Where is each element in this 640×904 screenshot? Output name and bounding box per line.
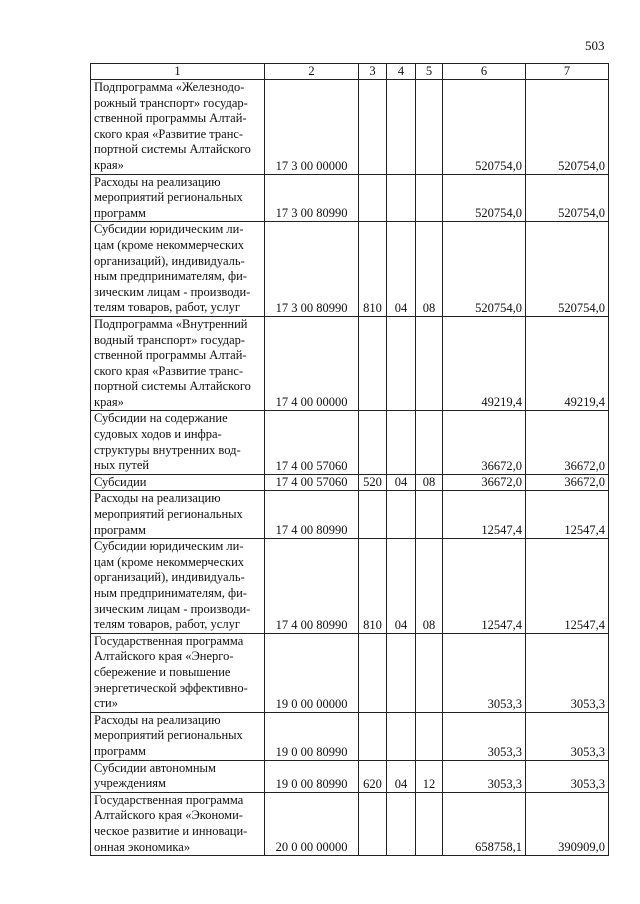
row-name: Субсидии на содержание судовых ходов и инфра- структуры внутренних вод- ных путей (91, 411, 265, 474)
row-section (387, 411, 416, 474)
row-section (387, 633, 416, 712)
row-expense-type: 520 (359, 474, 387, 491)
row-value-col7: 12547,4 (526, 491, 609, 539)
table-row (91, 760, 609, 792)
row-value-col6: 520754,0 (443, 174, 526, 222)
row-expense-type (359, 633, 387, 712)
row-subsection: 08 (416, 539, 443, 634)
row-section (387, 792, 416, 855)
row-subsection (416, 316, 443, 411)
row-name: Субсидии автономным учреждениям (91, 760, 265, 792)
row-expense-type (359, 792, 387, 855)
row-expense-type (359, 174, 387, 222)
row-expense-type (359, 712, 387, 760)
row-value-col7: 36672,0 (526, 474, 609, 491)
row-value-col6: 36672,0 (443, 474, 526, 491)
row-code: 17 3 00 80990 (265, 222, 359, 317)
row-value-col6: 36672,0 (443, 411, 526, 474)
row-name: Подпрограмма «Внутренний водный транспорт» государ- ственной программы Алтай- ского края «Развитие транс- портной системы Алтайского края» (91, 316, 265, 411)
header-row (91, 64, 609, 80)
table-row (91, 316, 609, 411)
row-value-col6: 3053,3 (443, 712, 526, 760)
row-expense-type: 810 (359, 539, 387, 634)
row-value-col7: 3053,3 (526, 712, 609, 760)
row-subsection (416, 712, 443, 760)
header-cell: 1 (91, 64, 265, 80)
budget-table (90, 63, 609, 856)
header-cell: 7 (526, 64, 609, 80)
header-cell: 4 (387, 64, 416, 80)
row-value-col6: 12547,4 (443, 491, 526, 539)
row-code: 19 0 00 80990 (265, 712, 359, 760)
row-subsection (416, 491, 443, 539)
row-code: 17 4 00 57060 (265, 411, 359, 474)
row-subsection: 08 (416, 474, 443, 491)
row-value-col7: 36672,0 (526, 411, 609, 474)
row-name: Государственная программа Алтайского края «Энерго- сбережение и повышение энергетической эффективно- сти» (91, 633, 265, 712)
row-value-col6: 3053,3 (443, 633, 526, 712)
table-row (91, 539, 609, 634)
row-name: Подпрограмма «Железнодо- рожный транспорт» государ- ственной программы Алтай- ского края «Развитие транс- портной системы Алтайского края» (91, 80, 265, 175)
row-value-col6: 520754,0 (443, 222, 526, 317)
row-code: 17 4 00 80990 (265, 539, 359, 634)
row-value-col6: 658758,1 (443, 792, 526, 855)
table-row (91, 174, 609, 222)
row-name: Государственная программа Алтайского края «Экономи- ческое развитие и инноваци- онная экономика» (91, 792, 265, 855)
row-code: 17 3 00 80990 (265, 174, 359, 222)
header-cell: 3 (359, 64, 387, 80)
row-value-col7: 3053,3 (526, 633, 609, 712)
table-row (91, 633, 609, 712)
row-value-col7: 520754,0 (526, 80, 609, 175)
row-name: Расходы на реализацию мероприятий региональных программ (91, 174, 265, 222)
row-value-col6: 49219,4 (443, 316, 526, 411)
row-name: Субсидии (91, 474, 265, 491)
row-value-col7: 390909,0 (526, 792, 609, 855)
row-section: 04 (387, 539, 416, 634)
row-expense-type (359, 316, 387, 411)
table-row (91, 474, 609, 491)
table-row (91, 792, 609, 855)
row-code: 19 0 00 80990 (265, 760, 359, 792)
row-expense-type (359, 411, 387, 474)
row-section: 04 (387, 474, 416, 491)
row-code: 17 4 00 57060 (265, 474, 359, 491)
row-value-col7: 520754,0 (526, 222, 609, 317)
row-subsection: 08 (416, 222, 443, 317)
row-section (387, 316, 416, 411)
row-code: 19 0 00 00000 (265, 633, 359, 712)
row-code: 17 3 00 00000 (265, 80, 359, 175)
row-value-col7: 3053,3 (526, 760, 609, 792)
table-row (91, 222, 609, 317)
row-expense-type: 620 (359, 760, 387, 792)
row-expense-type (359, 80, 387, 175)
table-row (91, 491, 609, 539)
row-value-col7: 12547,4 (526, 539, 609, 634)
row-code: 20 0 00 00000 (265, 792, 359, 855)
row-value-col6: 12547,4 (443, 539, 526, 634)
row-subsection (416, 174, 443, 222)
row-value-col7: 520754,0 (526, 174, 609, 222)
table-row (91, 411, 609, 474)
row-name: Расходы на реализацию мероприятий региональных программ (91, 491, 265, 539)
row-section (387, 491, 416, 539)
row-subsection (416, 633, 443, 712)
row-value-col6: 520754,0 (443, 80, 526, 175)
row-subsection (416, 80, 443, 175)
row-subsection (416, 792, 443, 855)
row-name: Расходы на реализацию мероприятий региональных программ (91, 712, 265, 760)
header-cell: 6 (443, 64, 526, 80)
header-cell: 5 (416, 64, 443, 80)
row-value-col7: 49219,4 (526, 316, 609, 411)
row-section (387, 80, 416, 175)
row-expense-type: 810 (359, 222, 387, 317)
row-value-col6: 3053,3 (443, 760, 526, 792)
table-row (91, 712, 609, 760)
table-row (91, 80, 609, 175)
row-subsection: 12 (416, 760, 443, 792)
row-code: 17 4 00 80990 (265, 491, 359, 539)
row-name: Субсидии юридическим ли- цам (кроме некоммерческих организаций), индивидуаль- ным предпринимателям, фи- зическим лицам - производи- телям товаров, работ, услуг (91, 539, 265, 634)
header-cell: 2 (265, 64, 359, 80)
row-section: 04 (387, 760, 416, 792)
row-name: Субсидии юридическим ли- цам (кроме некоммерческих организаций), индивидуаль- ным предпринимателям, фи- зическим лицам - производи- телям товаров, работ, услуг (91, 222, 265, 317)
row-code: 17 4 00 00000 (265, 316, 359, 411)
page-number: 503 (585, 38, 605, 53)
row-section (387, 712, 416, 760)
row-expense-type (359, 491, 387, 539)
row-subsection (416, 411, 443, 474)
row-section: 04 (387, 222, 416, 317)
row-section (387, 174, 416, 222)
